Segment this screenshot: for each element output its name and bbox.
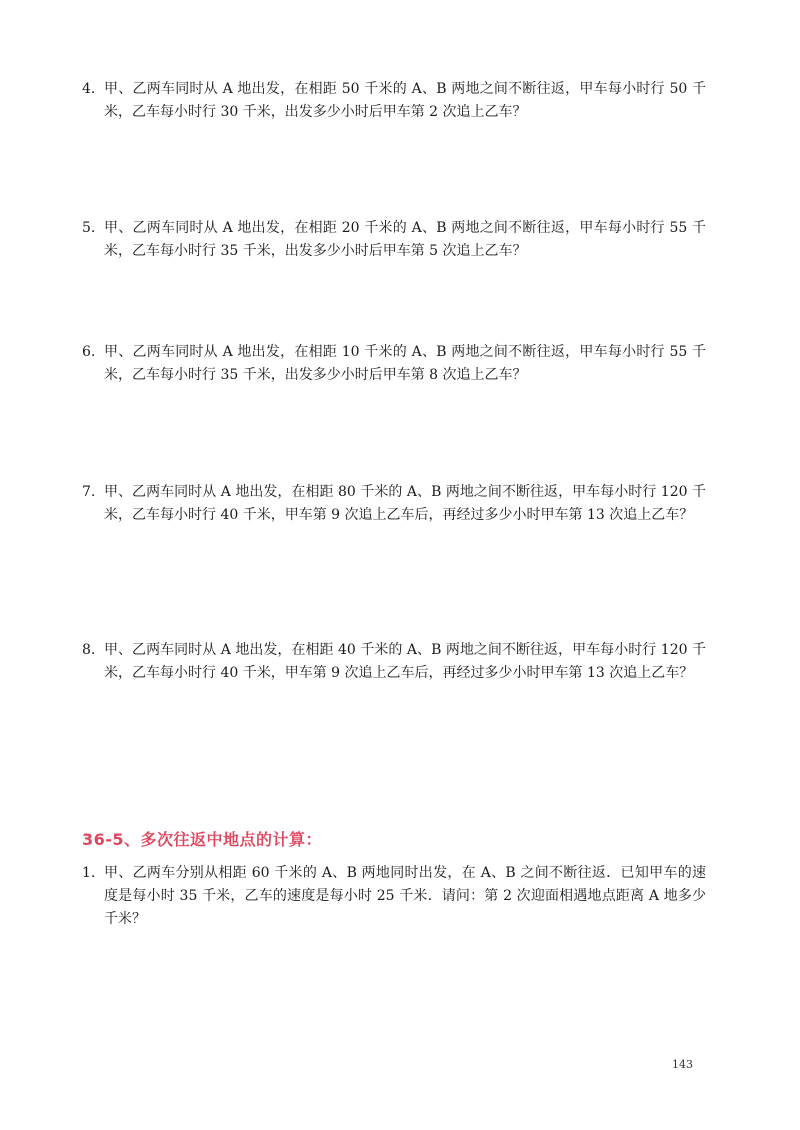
problem-text: 甲、乙两车同时从 A 地出发，在相距 80 千米的 A、B 两地之间不断往返，甲车每小时行 120 千米，乙车每小时行 40 千米，甲车第 9 次追上乙车后，再经过多少小时甲车第 13 次追上乙车？ — [104, 484, 706, 523]
problem-number: 7. — [82, 484, 96, 500]
section-heading: 36-5、多次往返中地点的计算： — [82, 830, 323, 849]
problem-text: 甲、乙两车同时从 A 地出发，在相距 20 千米的 A、B 两地之间不断往返，甲车每小时行 55 千米，乙车每小时行 35 千米，出发多少小时后甲车第 5 次追上乙车？ — [104, 220, 706, 259]
problem-number: 6. — [82, 344, 96, 360]
problem-6 — [82, 341, 706, 387]
section-problem-1 — [82, 862, 706, 931]
problem-number: 1. — [82, 865, 96, 881]
problem-5 — [82, 217, 706, 263]
problem-text: 甲、乙两车同时从 A 地出发，在相距 40 千米的 A、B 两地之间不断往返，甲车每小时行 120 千米，乙车每小时行 40 千米，甲车第 9 次追上乙车后，再经过多少小时甲车第 13 次追上乙车？ — [104, 642, 706, 681]
problem-text: 甲、乙两车同时从 A 地出发，在相距 50 千米的 A、B 两地之间不断往返，甲车每小时行 50 千米，乙车每小时行 30 千米，出发多少小时后甲车第 2 次追上乙车？ — [104, 81, 706, 120]
problem-number: 8. — [82, 642, 96, 658]
problem-4 — [82, 78, 706, 124]
problem-8 — [82, 639, 706, 685]
problem-7 — [82, 481, 706, 527]
page-number: 143 — [672, 1058, 693, 1071]
problem-text: 甲、乙两车同时从 A 地出发，在相距 10 千米的 A、B 两地之间不断往返，甲车每小时行 55 千米，乙车每小时行 35 千米，出发多少小时后甲车第 8 次追上乙车？ — [104, 344, 706, 383]
problem-text: 甲、乙两车分别从相距 60 千米的 A、B 两地同时出发，在 A、B 之间不断往返．已知甲车的速度是每小时 35 千米，乙车的速度是每小时 25 千米．请问：第 2 次迎面相遇地点距离 A 地多少千米？ — [104, 865, 706, 927]
problem-number: 4. — [82, 81, 96, 97]
problem-number: 5. — [82, 220, 96, 236]
